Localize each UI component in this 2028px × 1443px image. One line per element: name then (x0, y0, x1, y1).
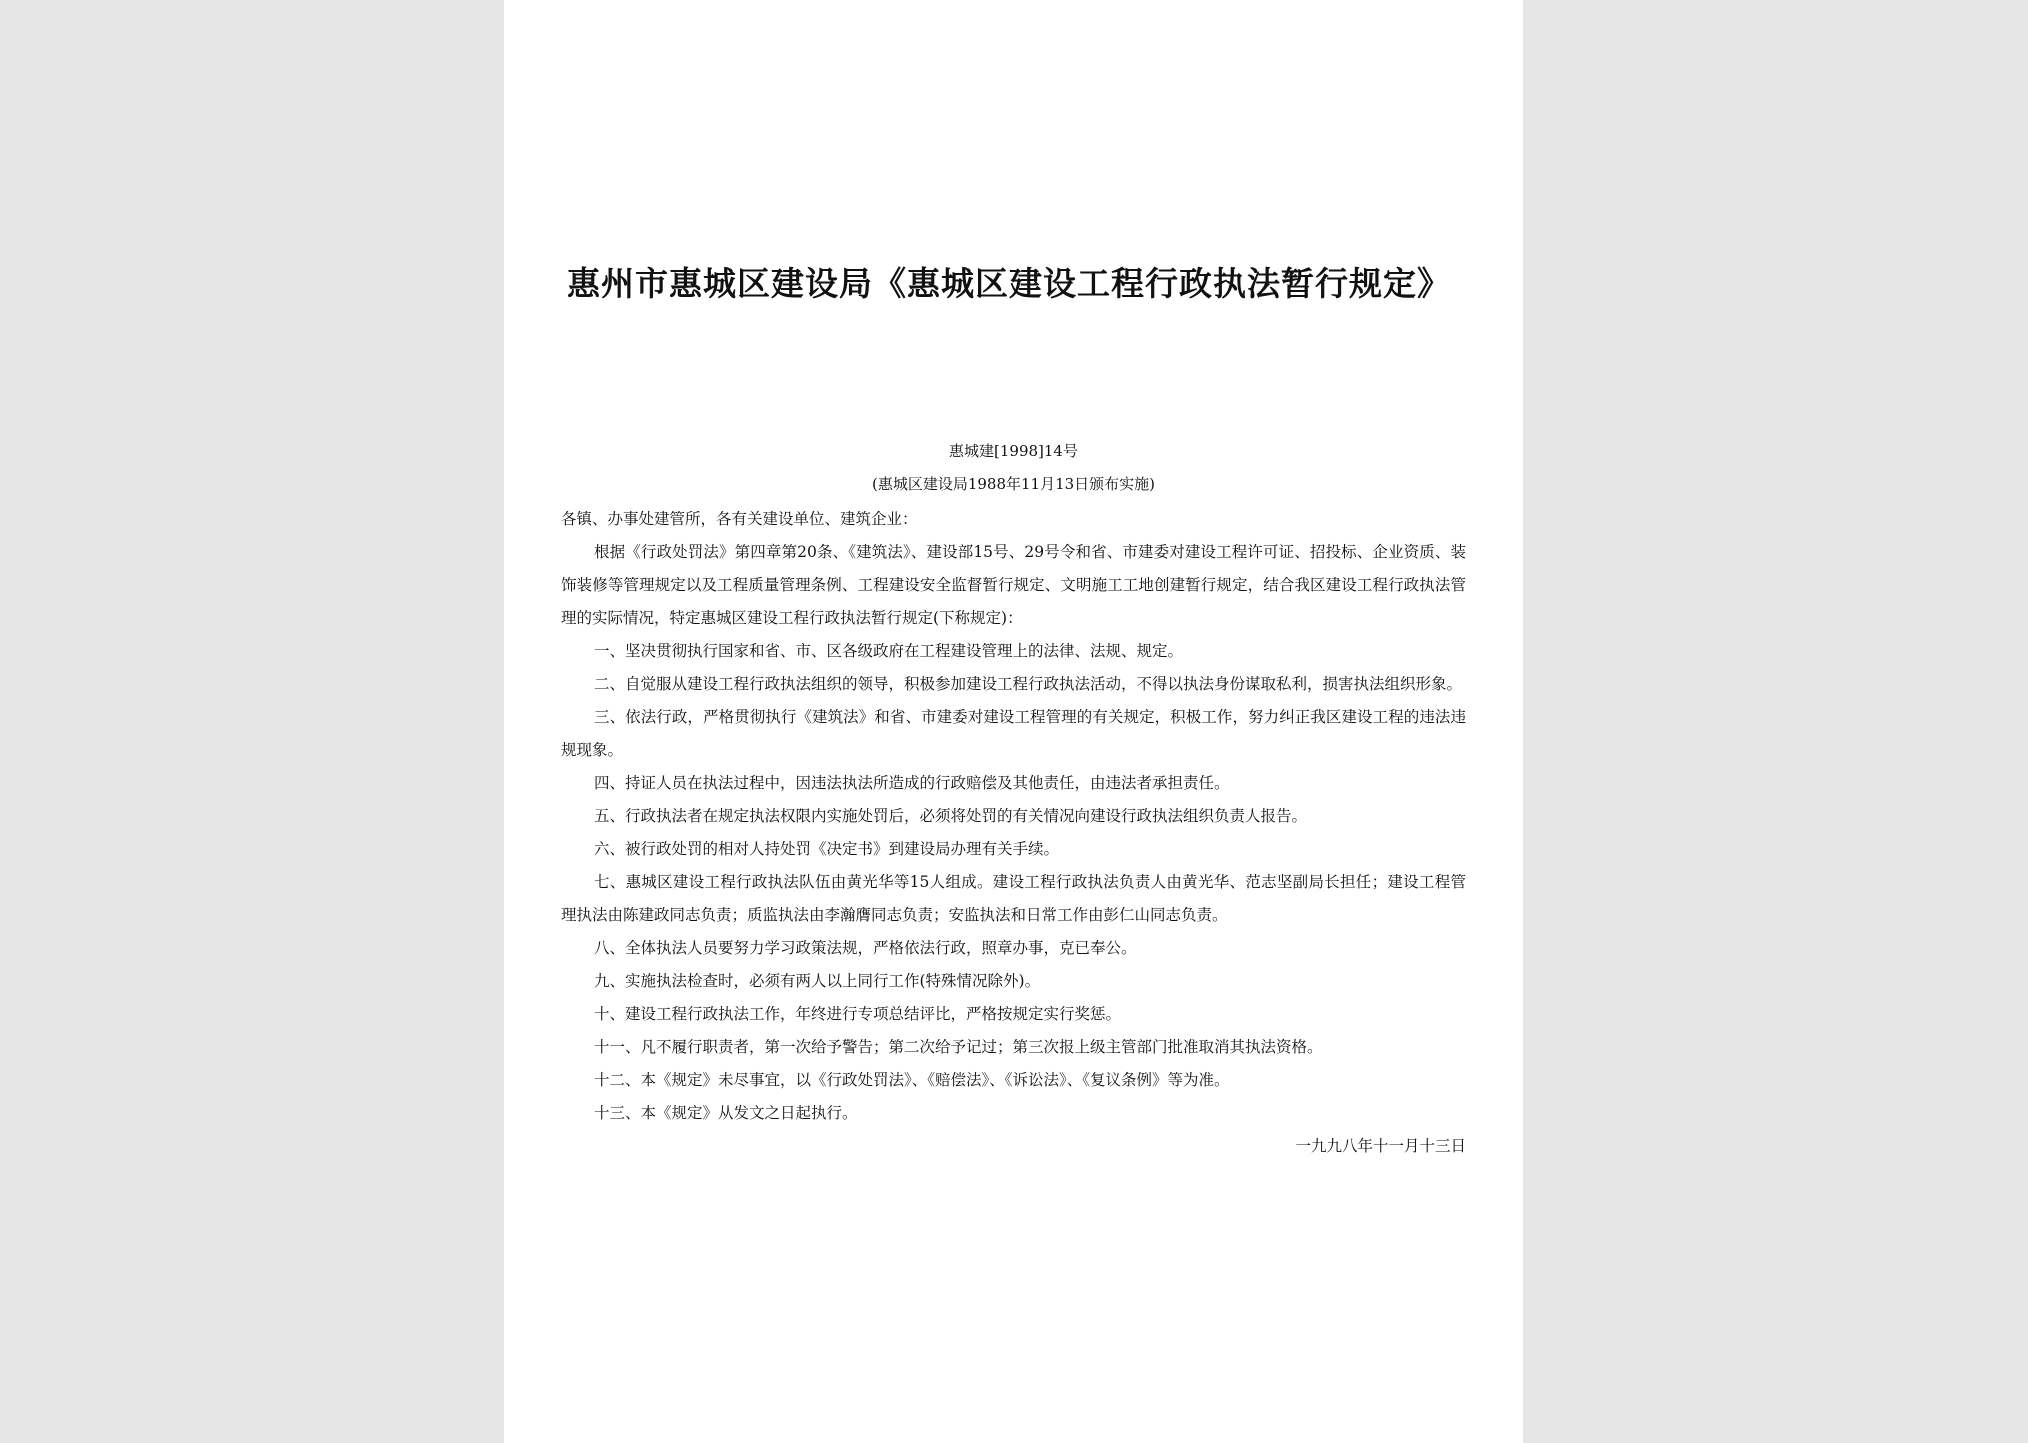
document-date: 一九九八年十一月十三日 (1295, 1137, 1466, 1155)
paragraph-article-9: 九、实施执法检查时，必须有两人以上同行工作(特殊情况除外)。 (594, 972, 1041, 990)
paragraph-article-6: 六、被行政处罚的相对人持处罚《决定书》到建设局办理有关手续。 (594, 840, 1060, 858)
document-page (504, 0, 1523, 1443)
paragraph-article-12: 十二、本《规定》未尽事宜，以《行政处罚法》、《赔偿法》、《诉讼法》、《复议条例》等为准。 (594, 1071, 1230, 1089)
salutation: 各镇、办事处建管所，各有关建设单位、建筑企业： (561, 510, 918, 528)
paragraph-article-13: 十三、本《规定》从发文之日起执行。 (594, 1104, 858, 1122)
paragraph-preamble: 根据《行政处罚法》第四章第20条、《建筑法》、建设部15号、29号令和省、市建委对建设工程许可证、招投标、企业资质、装饰装修等管理规定以及工程质量管理条例、工程建设安全监督暂行规定、文明施工工地创建暂行规定，结合我区建设工程行政执法管理的实际情况，特定惠城区建设工程行政执法暂行规定(下称规定)： (561, 543, 1466, 627)
document-number: 惠城建[1998]14号 (949, 442, 1078, 460)
paragraph-article-3: 三、依法行政，严格贯彻执行《建筑法》和省、市建委对建设工程管理的有关规定，积极工作，努力纠正我区建设工程的违法违规现象。 (561, 708, 1466, 759)
paragraph-article-4: 四、持证人员在执法过程中，因违法执法所造成的行政赔偿及其他责任，由违法者承担责任。 (594, 774, 1230, 792)
paragraph-article-5: 五、行政执法者在规定执法权限内实施处罚后，必须将处罚的有关情况向建设行政执法组织负责人报告。 (594, 807, 1308, 825)
document-body (561, 503, 1466, 1163)
paragraph-article-2: 二、自觉服从建设工程行政执法组织的领导，积极参加建设工程行政执法活动，不得以执法身份谋取私利，损害执法组织形象。 (594, 675, 1463, 693)
paragraph-article-10: 十、建设工程行政执法工作，年终进行专项总结评比，严格按规定实行奖惩。 (594, 1005, 1122, 1023)
paragraph-article-8: 八、全体执法人员要努力学习政策法规，严格依法行政，照章办事，克已奉公。 (594, 939, 1137, 957)
document-title: 惠州市惠城区建设局《惠城区建设工程行政执法暂行规定》 (567, 264, 1451, 303)
paragraph-article-1: 一、坚决贯彻执行国家和省、市、区各级政府在工程建设管理上的法律、法规、规定。 (594, 642, 1184, 660)
issued-note: (惠城区建设局1988年11月13日颁布实施) (871, 475, 1156, 493)
paragraph-article-11: 十一、凡不履行职责者，第一次给予警告；第二次给予记过；第三次报上级主管部门批准取消其执法资格。 (594, 1038, 1323, 1056)
paragraph-article-7: 七、惠城区建设工程行政执法队伍由黄光华等15人组成。建设工程行政执法负责人由黄光华、范志坚副局长担任；建设工程管理执法由陈建政同志负责；质监执法由李瀚膺同志负责；安监执法和日常工作由彭仁山同志负责。 (561, 873, 1466, 924)
